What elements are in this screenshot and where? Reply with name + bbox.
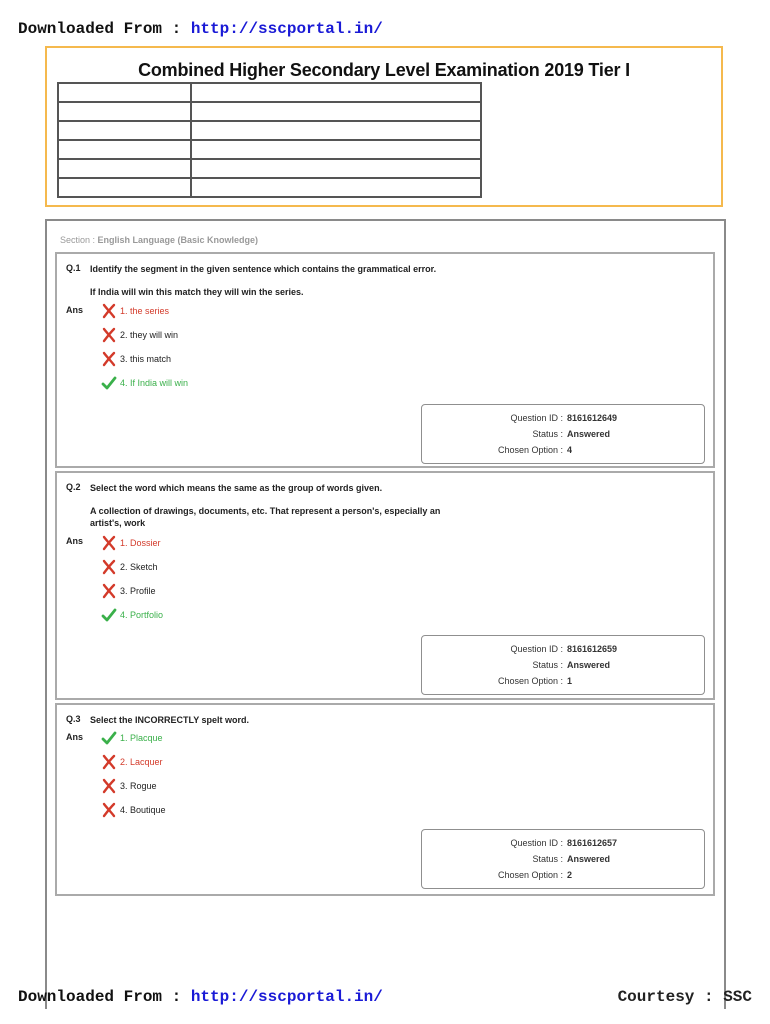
question-number: Q.3 — [66, 714, 81, 724]
cross-icon — [101, 778, 117, 794]
answer-label: Ans — [66, 305, 84, 315]
info-row — [58, 83, 481, 102]
question-subtext: If India will win this match they will win the series. — [90, 287, 304, 297]
section-label — [60, 235, 258, 245]
meta-row-question-id — [422, 413, 704, 427]
answer-option-3 — [101, 778, 157, 794]
meta-label: Status : — [532, 429, 563, 439]
meta-row-chosen — [422, 676, 704, 690]
option-label: 4. If India will win — [120, 378, 189, 388]
question-card-3 — [55, 703, 715, 896]
info-key-cell — [58, 102, 191, 121]
answer-option-1 — [101, 303, 169, 319]
meta-row-question-id — [422, 644, 704, 658]
cross-icon — [101, 351, 117, 367]
answer-label: Ans — [66, 732, 84, 742]
answer-option-3 — [101, 583, 156, 599]
meta-label: Question ID : — [510, 644, 563, 654]
info-value-cell — [191, 140, 481, 159]
section-prefix: Section : — [60, 235, 98, 245]
meta-label: Question ID : — [510, 413, 563, 423]
meta-row-chosen — [422, 445, 704, 459]
question-id-value: 8161612659 — [567, 644, 618, 654]
download-link[interactable]: http://sscportal.in/ — [190, 20, 383, 38]
answer-option-4 — [101, 802, 166, 818]
download-label: Downloaded From : — [18, 988, 191, 1006]
answer-option-3 — [101, 351, 171, 367]
info-key-cell — [58, 178, 191, 197]
download-banner-top — [18, 20, 383, 38]
info-key-cell — [58, 140, 191, 159]
option-label: 1. the series — [120, 306, 170, 316]
question-text: Select the INCORRECTLY spelt word. — [90, 715, 250, 725]
candidate-info-table — [57, 82, 482, 198]
answer-option-4 — [101, 607, 163, 623]
meta-row-status — [422, 854, 704, 868]
question-meta-box — [421, 829, 705, 889]
option-label: 4. Boutique — [120, 805, 166, 815]
cross-icon — [101, 583, 117, 599]
meta-label: Chosen Option : — [497, 870, 563, 880]
meta-row-status — [422, 660, 704, 674]
info-value-cell — [191, 178, 481, 197]
option-label: 2. Sketch — [120, 562, 158, 572]
section-name: English Language (Basic Knowledge) — [97, 235, 259, 245]
option-label: 2. Lacquer — [120, 757, 163, 767]
cross-icon — [101, 535, 117, 551]
question-text: Identify the segment in the given sentence which contains the grammatical error. — [90, 264, 437, 274]
chosen-option-value: 2 — [567, 870, 573, 880]
answer-label: Ans — [66, 536, 84, 546]
tick-icon — [101, 607, 117, 623]
option-label: 2. they will win — [120, 330, 179, 340]
question-id-value: 8161612657 — [567, 838, 618, 848]
courtesy-text: Courtesy : SSC — [617, 988, 752, 1006]
meta-label: Status : — [532, 660, 563, 670]
status-value: Answered — [567, 854, 611, 864]
cross-icon — [101, 559, 117, 575]
tick-icon — [101, 730, 117, 746]
meta-row-chosen — [422, 870, 704, 884]
answer-option-1 — [101, 730, 163, 746]
info-row — [58, 178, 481, 197]
question-number: Q.1 — [66, 263, 81, 273]
option-label: 4. Portfolio — [120, 610, 164, 620]
cross-icon — [101, 754, 117, 770]
status-value: Answered — [567, 429, 611, 439]
chosen-option-value: 4 — [567, 445, 573, 455]
info-row — [58, 140, 481, 159]
option-label: 1. Dossier — [120, 538, 161, 548]
question-card-1 — [55, 252, 715, 468]
download-banner-bottom — [18, 988, 383, 1006]
meta-label: Chosen Option : — [497, 445, 563, 455]
meta-label: Chosen Option : — [497, 676, 563, 686]
cross-icon — [101, 303, 117, 319]
answer-option-2 — [101, 327, 178, 343]
download-link[interactable]: http://sscportal.in/ — [190, 988, 383, 1006]
info-key-cell — [58, 121, 191, 140]
tick-icon — [101, 375, 117, 391]
exam-title: Combined Higher Secondary Level Examination 2019 Tier I — [138, 60, 630, 80]
info-value-cell — [191, 83, 481, 102]
exam-header-box — [45, 46, 723, 207]
question-subtext: A collection of drawings, documents, etc. That represent a person's, especially an artist's, work — [90, 506, 441, 528]
question-meta-box — [421, 635, 705, 695]
info-row — [58, 102, 481, 121]
info-value-cell — [191, 102, 481, 121]
cross-icon — [101, 802, 117, 818]
question-text: Select the word which means the same as the group of words given. — [90, 483, 383, 493]
info-key-cell — [58, 159, 191, 178]
question-card-2 — [55, 471, 715, 700]
cross-icon — [101, 327, 117, 343]
status-value: Answered — [567, 660, 611, 670]
question-id-value: 8161612649 — [567, 413, 618, 423]
meta-label: Status : — [532, 854, 563, 864]
meta-row-question-id — [422, 838, 704, 852]
option-label: 1. Placque — [120, 733, 163, 743]
info-row — [58, 159, 481, 178]
meta-row-status — [422, 429, 704, 443]
download-label: Downloaded From : — [18, 20, 191, 38]
question-meta-box — [421, 404, 705, 464]
info-value-cell — [191, 121, 481, 140]
option-label: 3. Profile — [120, 586, 156, 596]
info-row — [58, 121, 481, 140]
info-value-cell — [191, 159, 481, 178]
option-label: 3. this match — [120, 354, 172, 364]
answer-option-1 — [101, 535, 161, 551]
chosen-option-value: 1 — [567, 676, 573, 686]
question-number: Q.2 — [66, 482, 81, 492]
answer-option-4 — [101, 375, 188, 391]
meta-label: Question ID : — [510, 838, 563, 848]
answer-option-2 — [101, 559, 158, 575]
info-key-cell — [58, 83, 191, 102]
option-label: 3. Rogue — [120, 781, 157, 791]
answer-option-2 — [101, 754, 163, 770]
